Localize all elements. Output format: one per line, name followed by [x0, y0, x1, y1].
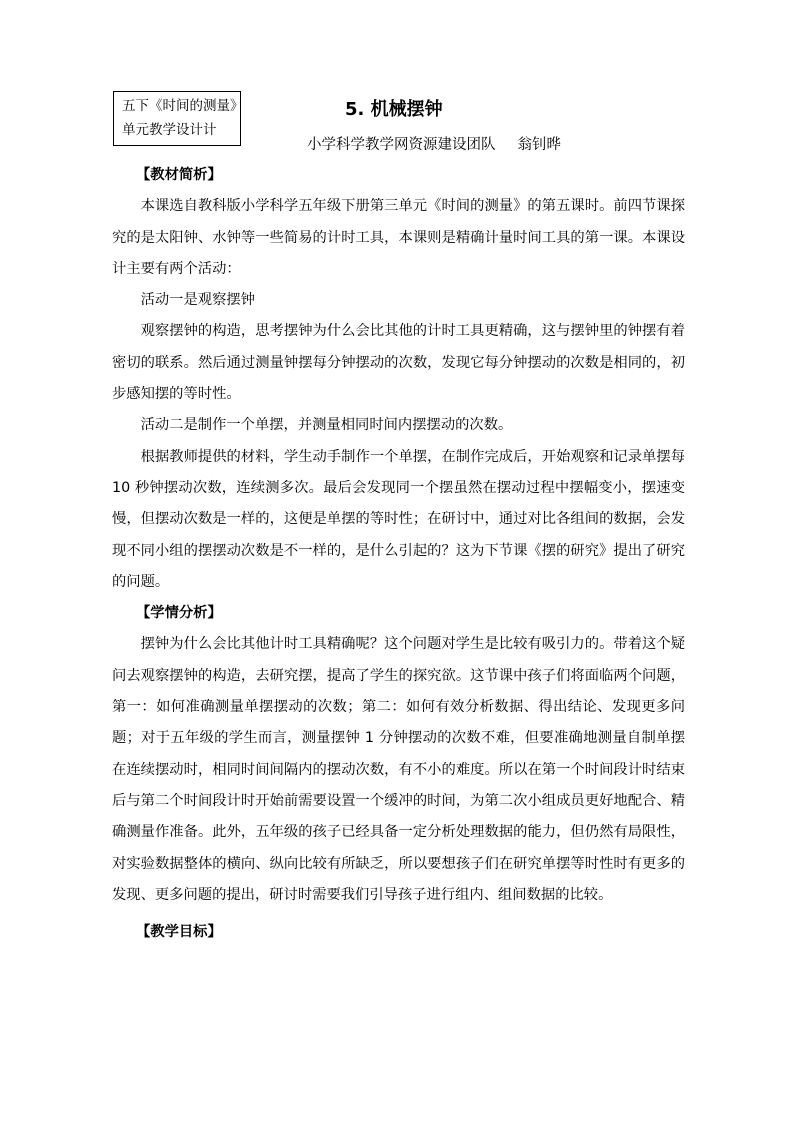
section-heading-student-analysis: 【学情分析】: [136, 605, 222, 622]
paragraph: 观察摆钟的构造，思考摆钟为什么会比其他的计时工具更精确，这与摆钟里的钟摆有着密切的联系。然后通过测量钟摆每分钟摆动的次数，发现它每分钟摆动的次数是相同的，初步感知摆的等时性。: [112, 323, 685, 403]
author-line: [307, 133, 561, 154]
unit-label-line2: 单元教学设计计: [122, 122, 217, 138]
unit-label-line1: 五下《时间的测量》: [122, 98, 244, 114]
section-heading-textbook-analysis: 【教材简析】: [136, 167, 222, 183]
section-heading-teaching-goals: 【教学目标】: [136, 924, 222, 941]
author-name: 翁钊晔: [517, 137, 561, 153]
author-team: 小学科学教学网资源建设团队: [307, 137, 496, 153]
document-body: [112, 160, 685, 948]
activity-two: 活动二是制作一个单摆，并测量相同时间内摆摆动的次数。: [140, 417, 513, 434]
paragraph: 根据教师提供的材料，学生动手制作一个单摆，在制作完成后，开始观察和记录单摆每 10 秒钟摆动次数，连续测多次。最后会发现同一个摆虽然在摆动过程中摆幅变小，摆速变慢，但摆动次数是一样的，这便是单摆的等时性；在研讨中，通过对比各组间的数据，会发现不同小组的摆摆动次数是不一样的，是什么引起的？这为下节课《摆的研究》提出了研究的问题。: [112, 448, 685, 590]
paragraph: 摆钟为什么会比其他计时工具精确呢？这个问题对学生是比较有吸引力的。带着这个疑问去观察摆钟的构造，去研究摆，提高了学生的探究欲。这节课中孩子们将面临两个问题，第一：如何准确测量单摆摆动的次数；第二：如何有效分析数据、得出结论、发现更多问题；对于五年级的学生而言，测量摆钟 1 分钟摆动的次数不难，但要准确地测量自制单摆在连续摆动时，相同时间间隔内的摆动次数，有不小的难度。所以在第一个时间段计时结束后与第二个时间段计时开始前需要设置一个缓冲的时间，为第二次小组成员更好地配合、精确测量作准备。此外，五年级的孩子已经具备一定分析处理数据的能力，但仍然有局限性，对实验数据整体的横向、纵向比较有所缺乏，所以要想孩子们在研究单摆等时性时有更多的发现、更多问题的提出，研讨时需要我们引导孩子进行组内、组间数据的比较。: [112, 636, 685, 903]
activity-one: 活动一是观察摆钟: [140, 292, 255, 309]
paragraph: 本课选自教科版小学科学五年级下册第三单元《时间的测量》的第五课时。前四节课探究的是太阳钟、水钟等一些简易的计时工具，本课则是精确计量时间工具的第一课。本课设计主要有两个活动：: [112, 198, 685, 277]
lesson-title: 5. 机械摆钟: [345, 99, 443, 120]
unit-label-box: [113, 91, 244, 146]
